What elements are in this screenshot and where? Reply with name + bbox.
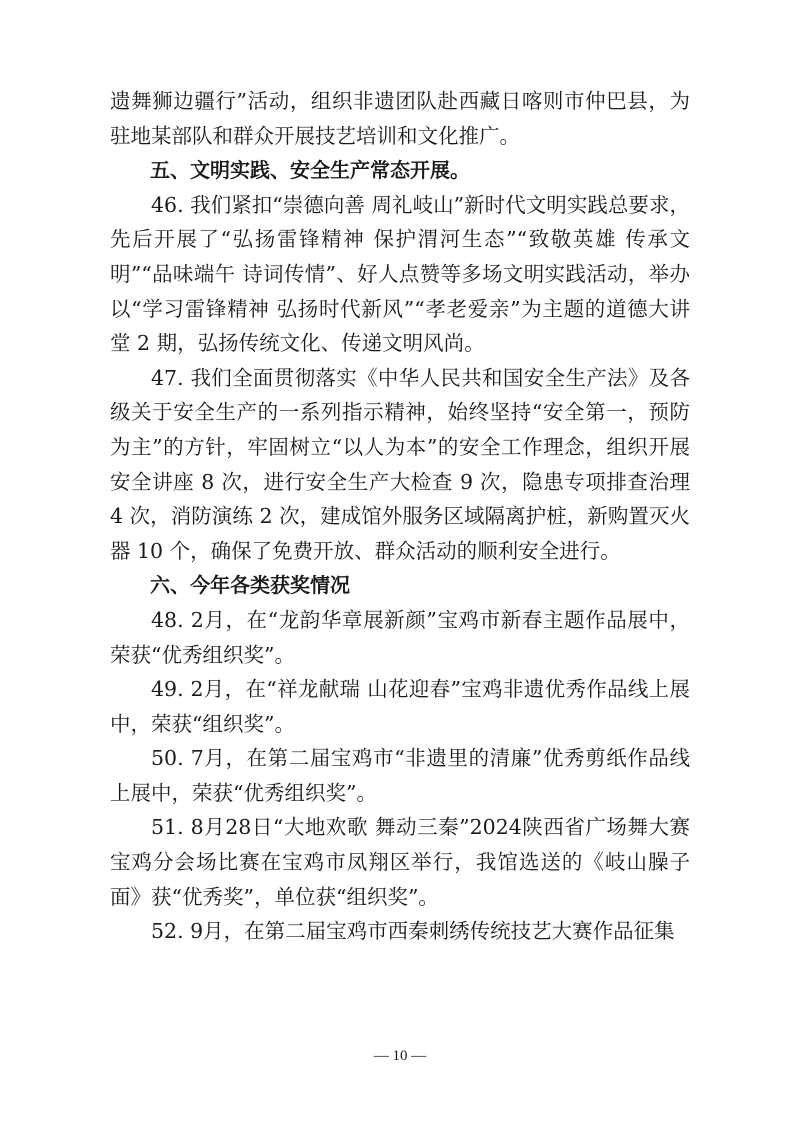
- paragraph-49: 49. 2月，在“祥龙献瑞 山花迎春”宝鸡非遗优秀作品线上展中，荣获“组织奖”。: [110, 677, 690, 736]
- page-number: — 10 —: [373, 1048, 427, 1064]
- paragraph-47: 47. 我们全面贯彻落实《中华人民共和国安全生产法》及各级关于安全生产的一系列指示精神，始终坚持“安全第一，预防为主”的方针，牢固树立“以人为本”的安全工作理念，组织开展安全讲座 8 次，进行安全生产大检查 9 次，隐患专项排查治理 4 次，消防演练 2 次，建成馆外服务区域隔离护桩，新购置灭火器 10 个，确保了免费开放、群众活动的顺利安全进行。: [110, 365, 690, 563]
- section-heading-five: 五、文明实践、安全生产常态开展。: [150, 158, 470, 183]
- paragraph-46: 46. 我们紧扣“崇德向善 周礼岐山”新时代文明实践总要求，先后开展了“弘扬雷锋精神 保护渭河生态”“致敬英雄 传承文明”“品味端午 诗词传情”、好人点赞等多场文明实践活动，举办以“学习雷锋精神 弘扬时代新风”“孝老爱亲”为主题的道德大讲堂 2 期，弘扬传统文化、传递文明风尚。: [110, 192, 690, 356]
- section-heading-six: 六、今年各类获奖情况: [150, 573, 350, 598]
- document-body: [110, 84, 690, 949]
- paragraph-continuation: 遗舞狮边疆行”活动，组织非遗团队赴西藏日喀则市仲巴县，为驻地某部队和群众开展技艺培训和文化推广。: [110, 89, 690, 148]
- paragraph-48: 48. 2月，在“龙韵华章展新颜”宝鸡市新春主题作品展中，荣获“优秀组织奖”。: [110, 607, 690, 667]
- paragraph-51: 51. 8月28日“大地欢歌 舞动三秦”2024陕西省广场舞大赛宝鸡分会场比赛在宝鸡市凤翔区举行，我馆选送的《岐山臊子面》获“优秀奖”，单位获“组织奖”。: [110, 815, 690, 909]
- paragraph-50: 50. 7月，在第二届宝鸡市“非遗里的清廉”优秀剪纸作品线上展中，荣获“优秀组织奖”。: [110, 746, 690, 805]
- paragraph-52: 52. 9月，在第二届宝鸡市西秦刺绣传统技艺大赛作品征集: [151, 919, 675, 944]
